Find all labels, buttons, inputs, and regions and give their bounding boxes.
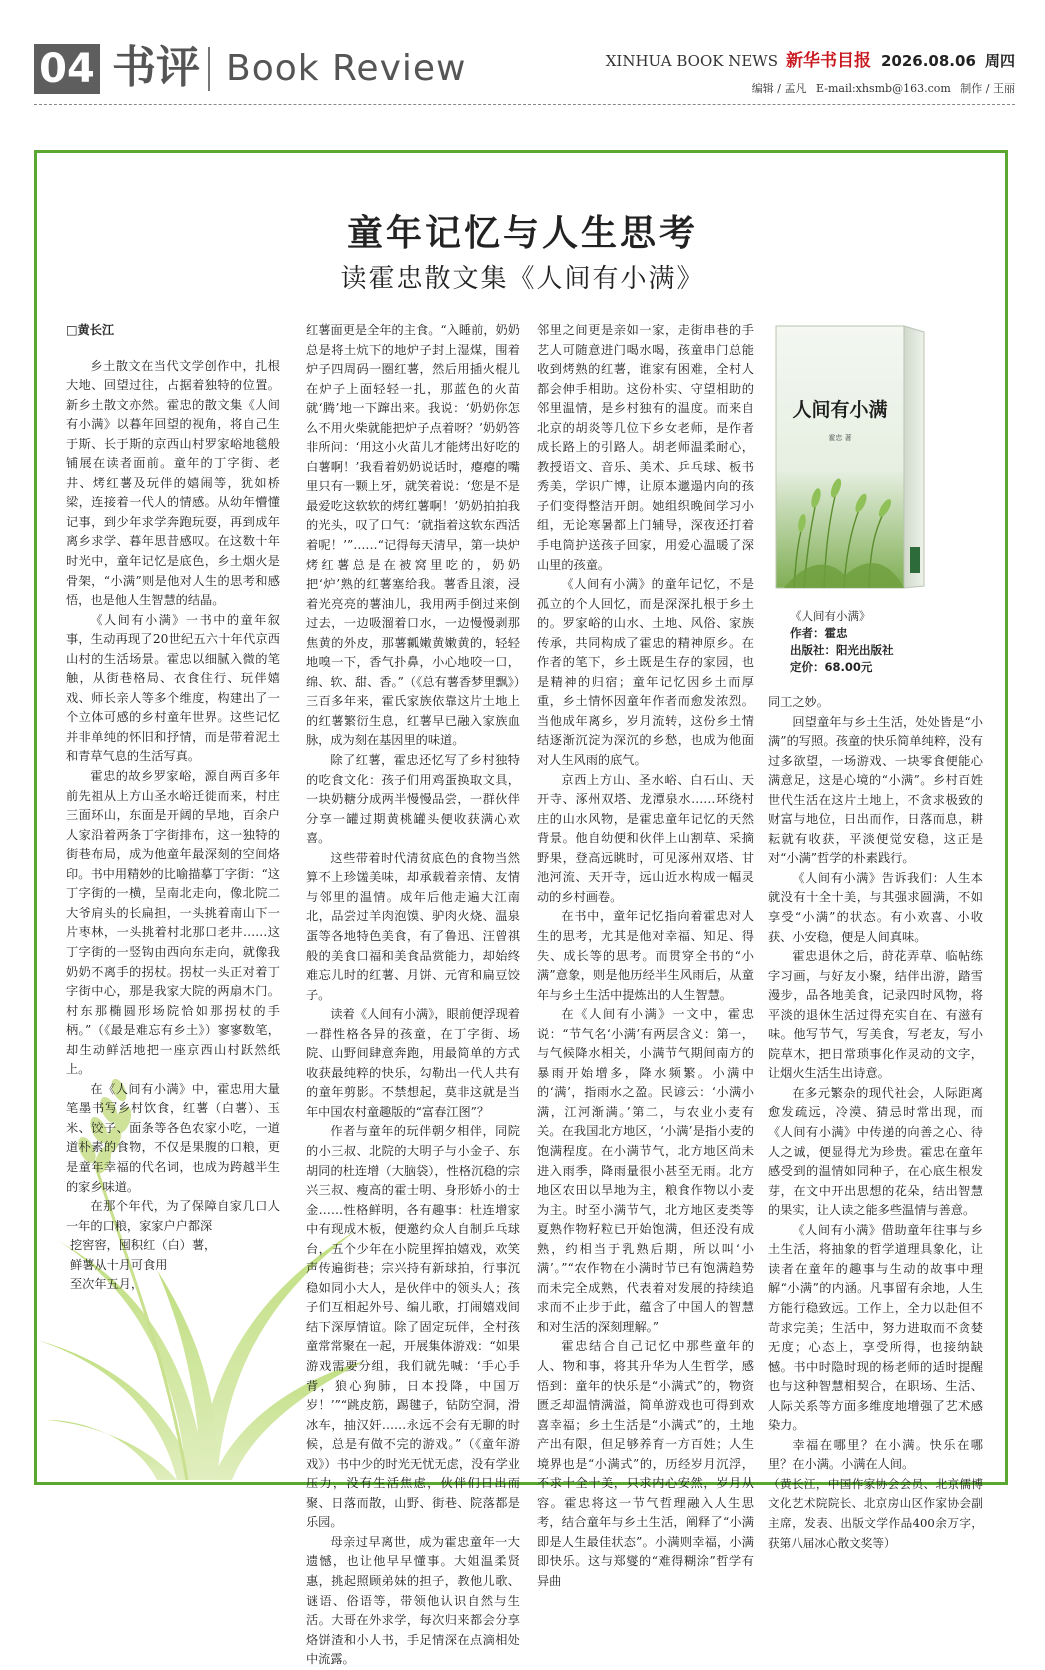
book-cover-image [774, 322, 932, 592]
page-header [0, 0, 1045, 130]
paragraph: 幸福在哪里？在小满。快乐在哪里？在小满。小满在人间。 [768, 1437, 983, 1472]
paragraph: 除了红薯，霍忠还忆写了乡村独特的吃食文化：孩子们用鸡蛋换取文具，一块奶糖分成两半慢慢品尝，一群伙伴分享一罐过期黄桃罐头便收获满心欢喜。 [306, 753, 520, 846]
book-price-line: 定价：68.00元 [790, 660, 873, 674]
text-column-1 [66, 321, 280, 1295]
poem-line: 鲜薯从十月可食用 [70, 1257, 168, 1272]
paragraph: 读着《人间有小满》，眼前便浮现着一群性格各异的孩童，在丁字街、场院、山野间肆意奔跑，用最简单的方式收获最纯粹的快乐，勾勒出一代人共有的童年剪影。不禁想起，莫非这就是当年中国农村童趣版的“富春江图”？ [306, 1007, 520, 1119]
article-title: 童年记忆与人生思考 [346, 213, 698, 254]
issue-weekday: 周四 [984, 52, 1015, 70]
book-author-line: 作者：霍忠 [790, 626, 848, 640]
publication-name-en: XINHUA BOOK NEWS [605, 52, 778, 70]
paragraph: 《人间有小满》借助童年往事与乡土生活，将抽象的哲学道理具象化，让读者在童年的趣事与生动的故事中理解“小满”的内涵。凡事留有余地，人生方能行稳致远。工作上，全力以赴但不苛求完美；生活中，努力进取而不贪婪无度；心态上，享受所得，也接纳缺憾。书中时隐时现的杨老师的适时提醒也与这种智慧相契合，在职场、生活、人际关系等方面多维度地增强了艺术感染力。 [768, 1222, 983, 1433]
book-info [790, 608, 990, 676]
paragraph: 霍忠退休之后，莳花弄草、临帖练字习画，与好友小聚，结伴出游，踏雪漫步，品各地美食，记录四时风物，将平淡的退休生活过得充实自在、有滋有味。他写节气，写美食，写老友，写小院草木，把日常琐事化作灵动的文字，让烟火生活生出诗意。 [768, 949, 983, 1081]
author-bio: （黄长江，中国作家协会会员、北京儒博文化艺术院院长、北京房山区作家协会副主席，发表、出版文学作品400余万字，获第八届冰心散文奖等） [768, 1476, 983, 1550]
article-subtitle: 读霍忠散文集《人间有小满》 [340, 264, 705, 294]
credits-line [746, 80, 1015, 96]
cover-author: 霍忠 著 [828, 434, 852, 442]
paragraph: 母亲过早离世，成为霍忠童年一大遗憾，也让他早早懂事。大姐温柔贤惠，挑起照顾弟妹的担子，教他儿歌、谜语、俗语等，带领他认识自然与生活。大哥在外求学，每次归来都会分享烙饼渣和小人书，手足情深在点滴相处中流露。 [306, 1534, 520, 1667]
poem-line: 至次年五月， [70, 1277, 144, 1292]
text-column-4 [768, 693, 983, 1553]
paragraph: 京西上方山、圣水峪、白石山、天开寺、涿州双塔、龙潭泉水……环绕村庄的山水风物，是霍忠童年记忆的天然背景。他自幼便和伙伴上山割草、采摘野果，登高远眺时，可见涿州双塔、甘池河流、天开寺，远山近水构成一幅灵动的乡村画卷。 [537, 772, 754, 904]
paragraph: 霍忠的故乡罗家峪，源自两百多年前先祖从上方山圣水峪迁徙而来，村庄三面环山，东面是开阔的旱地，百余户人家沿着两条丁字街排布，这一独特的街巷布局，成为他童年最深刻的空间烙印。书中用精妙的比喻描摹丁字街：“这丁字街的一横，呈南北走向，像北院二大爷肩头的长扁担，一头挑着南山下一片枣林，一头挑着村北那口老井……这丁字街的一竖钩由西向东走向，就像我奶奶不离手的拐杖。拐杖一头正对着丁字街中心，那是我家大院的两扇木门。村东那椭圆形场院恰如那拐杖的手柄。”（《最是难忘有乡土》）寥寥数笔，却生动鲜活地把一座京西山村跃然纸上。 [66, 769, 280, 1077]
page-number: 04 [34, 44, 100, 94]
section-name-cn: 书评 [112, 42, 200, 93]
book-publisher-line: 出版社：阳光出版社 [790, 643, 894, 657]
issue-date: 2026.08.06 [880, 52, 976, 70]
paragraph: 红薯面更是全年的主食。“入睡前，奶奶总是将土炕下的地炉子封上湿煤，围着炉子四周码一圈红薯，然后用插火棍儿在炉子上面轻轻一扎，那蓝色的火苗就‘腾’地一下蹿出来。我说：‘奶奶你怎么不用火柴就能把炉子点着呀？’奶奶答非所问：‘用这小火苗儿才能烤出好吃的白薯啊！’我看着奶奶说话时，瘪瘪的嘴里只有一颗上牙，就笑着说：‘您是不是最爱吃这软软的烤红薯啊！’奶奶拍拍我的光头，叹了口气：‘就指着这软东西活着呢！’”……“记得每天清早，第一块炉烤红薯总是在被窝里吃的，奶奶把‘炉’熟的红薯塞给我。薯香且滚，浸着光亮亮的薯油儿，我用两手倒过来倒过去，一边吸溜着口水，一边慢慢剥那焦黄的外皮，那薯瓤嫩黄嫩黄的，轻轻地嗅一下，香气扑鼻，小心地咬一口，绵、软、甜、香。”（《总有薯香梦里飘》）三百多年来，霍氏家族依靠这片土地上的红薯繁衍生息，红薯早已融入家族血脉，成为刻在基因里的味道。 [306, 323, 520, 748]
paragraph: 《人间有小满》的童年记忆，不是孤立的个人回忆，而是深深扎根于乡土的。罗家峪的山水、土地、风俗、家族传承，共同构成了霍忠的精神原乡。在作者的笔下，乡土既是生存的家园，也是精神的归宿；童年记忆因乡土而厚重，乡土情怀因童年作者而愈发浓烈。当他成年离乡，岁月流转，这份乡土情结逐渐沉淀为深沉的乡愁，也成为他面对人生风雨的底气。 [537, 577, 754, 768]
paragraph: 在那个年代，为了保障自家几口人一年的口粮，家家户户都深 [66, 1199, 280, 1233]
paragraph: 在多元繁杂的现代社会，人际距离愈发疏远，冷漠、猜忌时常出现，而《人间有小满》中传递的向善之心、待人之诚，便显得尤为珍贵。霍忠在童年感受到的温情如同种子，在心底生根发芽，在文中开出思想的花朵，结出智慧的果实，让人读之能多些温情与善意。 [768, 1085, 983, 1218]
paragraph: 《人间有小满》一书中的童年叙事，生动再现了20世纪五六十年代京西山村的生活场景。霍忠以细腻入微的笔触，从街巷格局、衣食住行、玩伴嬉戏、师长亲人等多个维度，构建出了一个立体可感的乡村童年世界。这些记忆并非单纯的怀旧和抒情，而是带着泥土和青草气息的生活写真。 [66, 612, 280, 764]
paragraph: 邻里之间更是亲如一家，走街串巷的手艺人可随意进门喝水喝，孩童串门总能收到烤熟的红薯，谁家有困难，全村人都会伸手相助。这份朴实、守望相助的邻里温情，是乡村独有的温度。而来自北京的胡炎等几位下乡女老师，是作者成长路上的引路人。胡老师温柔耐心，教授语文、音乐、美术、乒乓球、板书秀美，学识广博，让原本邋遢内向的孩子们变得整洁开朗。她组织晚间学习小组，无论寒暑都上门辅导，深夜还打着手电筒护送孩子回家，用爱心温暖了深山里的孩童。 [537, 323, 754, 572]
section-divider [208, 47, 210, 91]
section-name-en: Book Review [226, 48, 467, 89]
text-column-2 [306, 321, 520, 1670]
author-byline: □黄长江 [66, 323, 115, 337]
paragraph: 乡土散文在当代文学创作中，扎根大地、回望过往，占据着独特的位置。新乡土散文亦然。霍忠的散文集《人间有小满》以暮年回望的视角，将自己生于斯、长于斯的京西山村罗家峪地毯般铺展在读者面前。童年的丁字街、老井、烤红薯及玩伴的嬉闹等，犹如桥梁，连接着一代人的情感。从幼年懵懂记事，到少年求学奔跑玩耍，再到成年离乡求学、暮年思昔感叹。在这数十年时光中，童年记忆是底色，乡土烟火是骨架，“小满”则是他对人生的思考和感悟，也是他人生智慧的结晶。 [66, 358, 280, 608]
paragraph: 在书中，童年记忆指向着霍忠对人生的思考，尤其是他对幸福、知足、得失、成长等的思考。而贯穿全书的“小满”意象，则是他历经半生风雨后，从童年与乡土生活中提炼出的人生智慧。 [537, 909, 754, 1002]
header-rule [34, 104, 1015, 105]
paragraph: 同工之妙。 [768, 695, 829, 709]
paragraph: 《人间有小满》告诉我们：人生本就没有十全十美，与其强求圆满，不如享受“小满”的状态。有小欢喜、小收获、小安稳，便是人间真味。 [768, 870, 983, 944]
paragraph: 在《人间有小满》中，霍忠用大量笔墨书写乡村饮食，红薯（白薯）、玉米、饺子、面条等各色农家小吃，一道道朴素的食物，不仅是果腹的口粮，更是童年幸福的代名词，也成为跨越半生的家乡味道。 [66, 1081, 280, 1194]
email-credit: E-mail:xhsmb@163.com [816, 82, 951, 95]
poem-line: 挖窖窖，囤积红（白）薯， [70, 1238, 217, 1253]
paragraph: 作者与童年的玩伴朝夕相伴，同院的小三叔、北院的大明子与小金子、东胡同的杜连增（大脑袋），性格沉稳的宗兴三叔、瘦高的霍士明、身形娇小的士金……性格鲜明，各有趣事：杜连增家中有现成木板，便邀约众人自制乒乓球台，五个少年在小院里挥拍嬉戏，欢笑声传遍街巷；宗兴持有新球拍，行事沉稳如同小大人，是伙伴中的领头人；孩子们互相起外号、编儿歌，打闹嬉戏间结下深厚情谊。除了固定玩伴，全村孩童常常聚在一起，开展集体游戏：“如果游戏需要分组，我们就先喊：‘手心手背，狼心狗肺，日本投降，中国万岁！’”“跳皮筋，踢毽子，钻防空洞，滑冰车，抽汉奸……永远不会有无聊的时候，总是有做不完的游戏。”（《童年游戏》）书中少的时光无忧无虑，没有学业压力，没有生活焦虑，伙伴们日出而聚、日落而散，山野、街巷、院落都是乐园。 [306, 1124, 520, 1530]
paragraph: 霍忠结合自己记忆中那些童年的人、物和事，将其升华为人生哲学，感悟到：童年的快乐是“小满式”的，物资匮乏却温情满溢，简单游戏也可得到欢喜幸福；乡土生活是“小满式”的，土地产出有限，但足够养育一方百姓；人生境界也是“小满式”的，历经岁月沉浮，不求十全十美，只求内心安然，岁月从容。霍忠将这一节气哲理融入人生思考，结合童年与乡土生活，阐释了“小满即是人生最佳状态”。小满则幸福，小满即快乐。这与郑燮的“难得糊涂”哲学有异曲 [537, 1339, 754, 1588]
paragraph: 在《人间有小满》一文中，霍忠说：“节气名‘小满’有两层含义：第一，与气候降水相关，小满节气期间南方的暴雨开始增多，降水频繁。小满中的‘满’，指雨水之盈。民谚云：‘小满小满，江河渐满。’第二，与农业小麦有关。在我国北方地区，‘小满’是指小麦的饱满程度。在小满节气，北方地区尚未进入雨季，降雨量很小甚至无雨。北方地区农田以旱地为主，粮食作物以小麦为主。时至小满节气，北方地区麦类等夏熟作物籽粒已开始饱满，但还没有成熟，约相当于乳熟后期，所以叫‘小满’。”“农作物在小满时节已有饱满趋势而未完全成熟，代表着对发展的持续追求而不止步于此，蕴含了中国人的智慧和对生活的深刻理解。” [537, 1007, 754, 1334]
cover-title: 人间有小满 [792, 399, 888, 421]
producer-credit: 制作 / 王丽 [960, 82, 1015, 95]
paragraph: 这些带着时代清贫底色的食物当然算不上珍馐美味，却承载着亲情、友情与邻里的温情。成年后他走遍大江南北，品尝过羊肉泡馍、驴肉火烧、温泉蛋等各地特色美食，有了鲁迅、汪曾祺般的美食口福和美食品赏能力，却始终难忘儿时的红薯、月饼、元宵和扁豆饺子。 [306, 850, 520, 1002]
publication-name-cn: 新华书目报 [785, 51, 871, 71]
book-title-line: 《人间有小满》 [790, 609, 871, 623]
editor-credit: 编辑 / 孟凡 [751, 82, 807, 95]
paragraph: 回望童年与乡土生活，处处皆是“小满”的写照。孩童的快乐简单纯粹，没有过多欲望，一场游戏、一块零食便能心满意足，这是心境的“小满”。乡村百姓世代生活在这片土地上，不贪求极致的财富与地位，日出而作，日落而息，耕耘就有收获，平淡便觉安稳，这正是对“小满”哲学的朴素践行。 [768, 714, 983, 866]
text-column-3 [537, 321, 754, 1592]
masthead [606, 50, 1015, 72]
